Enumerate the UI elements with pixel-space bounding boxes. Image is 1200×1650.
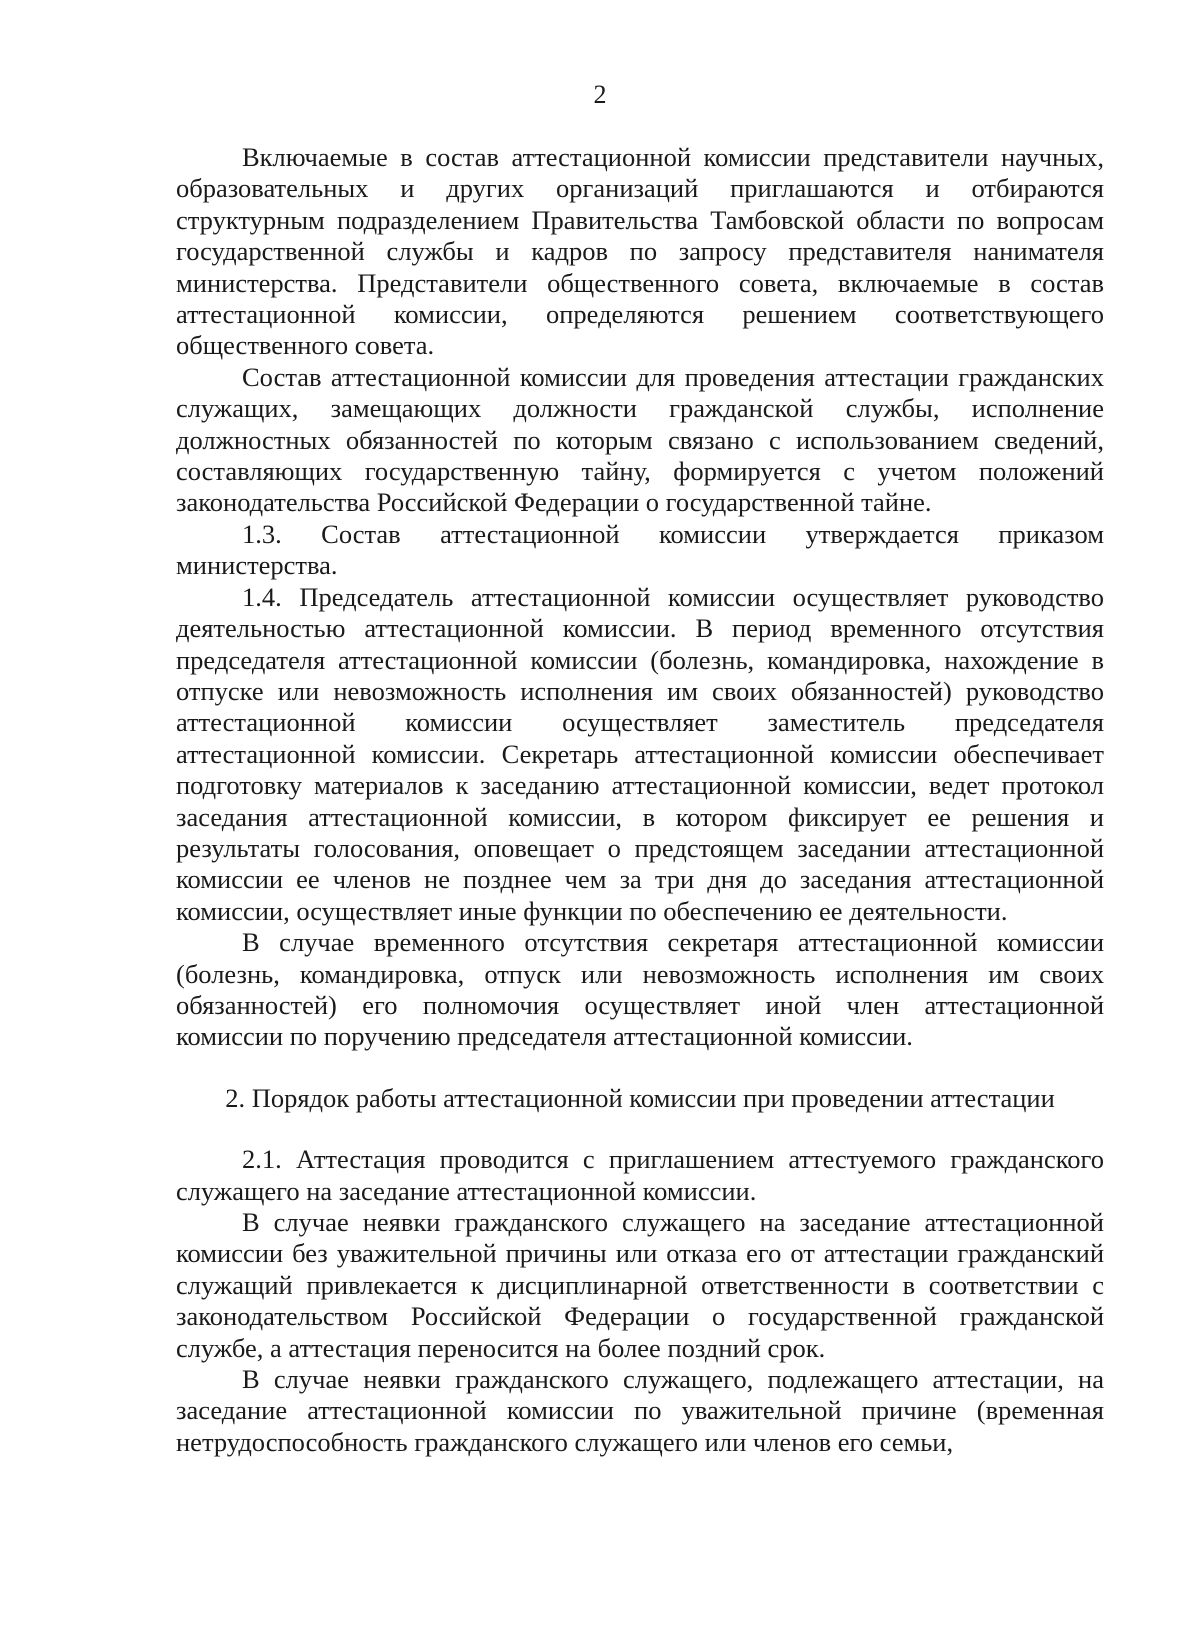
paragraph-1-3: 1.3. Состав аттестационной комиссии утверждается приказом министерства. [176,518,1104,581]
page-number: 2 [593,80,607,109]
paragraph: Включаемые в состав аттестационной комиссии представители научных, образовательных и других организаций приглашаются и отбираются структурным подразделением Правительства Тамбовской области по вопросам государственной службы и кадров по запросу представителя нанимателя министерства. Представители общественного совета, включаемые в состав аттестационной комиссии, определяются решением соответствующего общественного совета. [176,142,1104,361]
paragraph: В случае временного отсутствия секретаря аттестационной комиссии (болезнь, командировка, отпуск или невозможность исполнения им своих обязанностей) его полномочия осуществляет иной член аттестационной комиссии по поручению председателя аттестационной комиссии. [176,927,1104,1052]
paragraph-1-4: 1.4. Председатель аттестационной комиссии осуществляет руководство деятельностью аттестационной комиссии. В период временного отсутствия председателя аттестационной комиссии (болезнь, командировка, нахождение в отпуске или невозможность исполнения им своих обязанностей) руководство аттестационной комиссии осуществляет заместитель председателя аттестационной комиссии. Секретарь аттестационной комиссии обеспечивает подготовку материалов к заседанию аттестационной комиссии, ведет протокол заседания аттестационной комиссии, в котором фиксирует ее решения и результаты голосования, оповещает о предстоящем заседании аттестационной комиссии ее членов не позднее чем за три дня до заседания аттестационной комиссии, осуществляет иные функции по обеспечению ее деятельности. [176,581,1104,926]
document-body [176,142,1104,1458]
section-heading: 2. Порядок работы аттестационной комиссии при проведении аттестации [225,1082,1055,1113]
paragraph: Состав аттестационной комиссии для проведения аттестации гражданских служащих, замещающих должности гражданской службы, исполнение должностных обязанностей по которым связано с использованием сведений, составляющих государственную тайну, формируется с учетом положений законодательства Российской Федерации о государственной тайне. [176,361,1104,518]
paragraph: В случае неявки гражданского служащего, подлежащего аттестации, на заседание аттестационной комиссии по уважительной причине (временная нетрудоспособность гражданского служащего или членов его семьи, [176,1364,1104,1457]
paragraph: В случае неявки гражданского служащего на заседание аттестационной комиссии без уважительной причины или отказа его от аттестации гражданский служащий привлекается к дисциплинарной ответственности в соответствии с законодательством Российской Федерации о государственной гражданской службе, а аттестация переносится на более поздний срок. [176,1207,1104,1363]
paragraph-2-1: 2.1. Аттестация проводится с приглашением аттестуемого гражданского служащего на заседание аттестационной комиссии. [176,1144,1104,1206]
